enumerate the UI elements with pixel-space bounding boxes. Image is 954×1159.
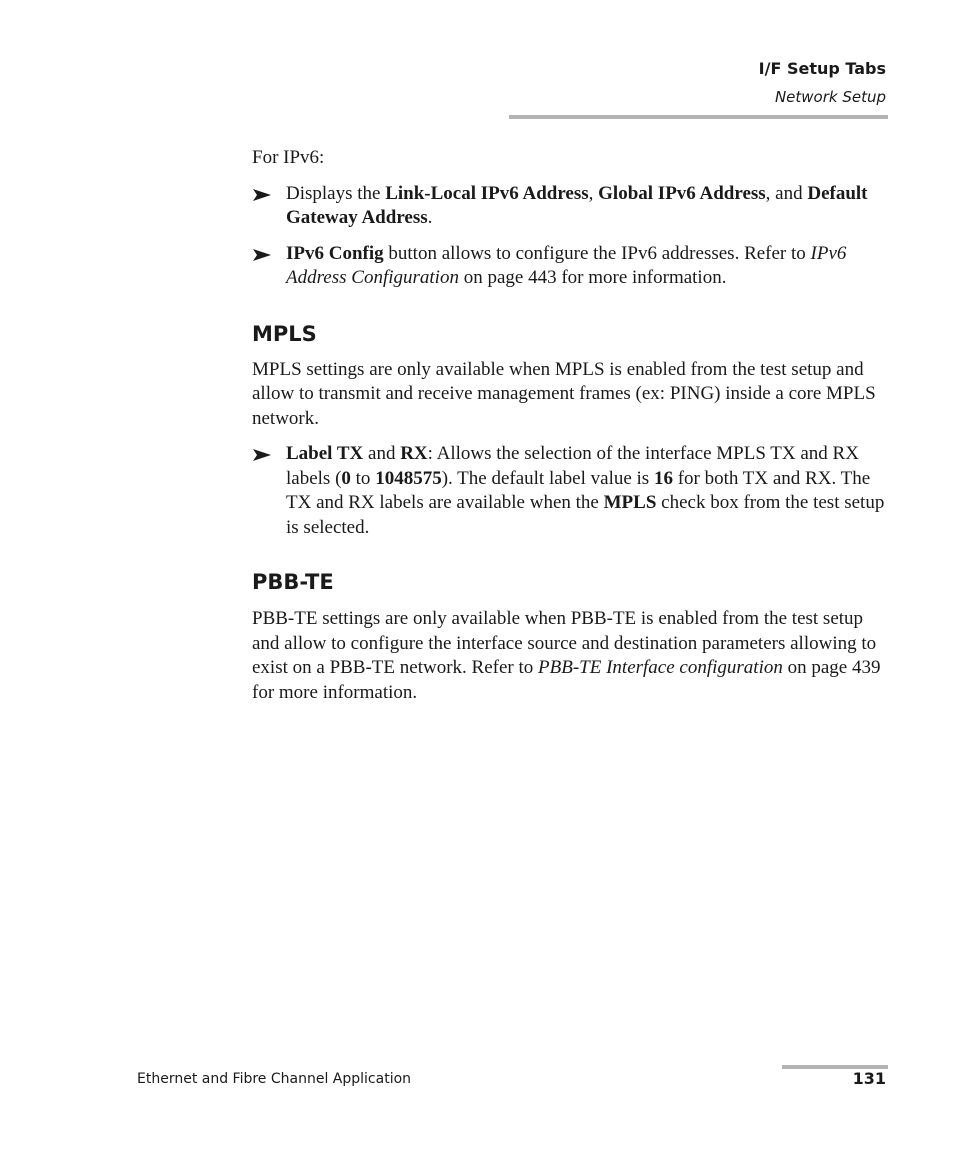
pbbte-body: PBB-TE settings are only available when PBB-TE is enabled from the test setup and allow to configure the interface source and destination parameters allowing to exist on a PBB-TE network. Refer to PBB-TE Interface configuration on page 439 for more information. bbox=[252, 608, 881, 703]
ipv6-bullet-config: IPv6 Config button allows to configure the IPv6 addresses. Refer to IPv6 Address Configuration on page 443 for more information. bbox=[252, 242, 888, 291]
range-min: 0 bbox=[341, 467, 351, 489]
default-label-value: 16 bbox=[653, 467, 673, 489]
label-link-local: Link-Local IPv6 Address bbox=[385, 182, 589, 204]
header-title: I/F Setup Tabs bbox=[758, 59, 886, 78]
page-content bbox=[252, 146, 888, 705]
mpls-heading: MPLS bbox=[252, 321, 317, 346]
label-default-gateway: Default Gateway Address bbox=[286, 182, 868, 228]
label-global-ipv6: Global IPv6 Address bbox=[598, 182, 766, 204]
range-max: 1048575 bbox=[375, 467, 442, 489]
label-rx: RX bbox=[400, 443, 428, 464]
bullet-arrow-icon bbox=[252, 184, 272, 204]
xref-ipv6-address-configuration: IPv6 Address Configuration bbox=[286, 242, 847, 288]
pbbte-heading: PBB-TE bbox=[252, 570, 334, 594]
mpls-bullet-labels: Label TX and RX: Allows the selection of the interface MPLS TX and RX labels (0 to 1048575). The default label value is 16 for both TX and RX. The TX and RX labels are available when the MPLS check box from the test setup is selected. bbox=[252, 442, 888, 540]
mpls-body: MPLS settings are only available when MPLS is enabled from the test setup and allow to transmit and receive management frames (ex: PING) inside a core MPLS network. bbox=[252, 358, 876, 429]
bullet-arrow-icon bbox=[252, 244, 272, 264]
page-number: 131 bbox=[852, 1069, 886, 1088]
header-rule bbox=[509, 115, 888, 119]
xref-pbbte-interface-configuration: PBB-TE Interface configuration bbox=[538, 657, 783, 678]
footer-doc-title: Ethernet and Fibre Channel Application bbox=[137, 1071, 412, 1087]
label-tx: Label TX bbox=[286, 443, 364, 464]
label-mpls-checkbox: MPLS bbox=[603, 492, 657, 513]
ipv6-intro: For IPv6: bbox=[252, 147, 325, 168]
ipv6-bullet-addresses: Displays the Link-Local IPv6 Address, Global IPv6 Address, and Default Gateway Address. bbox=[252, 182, 888, 231]
bullet-arrow-icon bbox=[252, 444, 272, 464]
header-subtitle: Network Setup bbox=[774, 88, 886, 106]
label-ipv6-config: IPv6 Config bbox=[286, 242, 384, 264]
